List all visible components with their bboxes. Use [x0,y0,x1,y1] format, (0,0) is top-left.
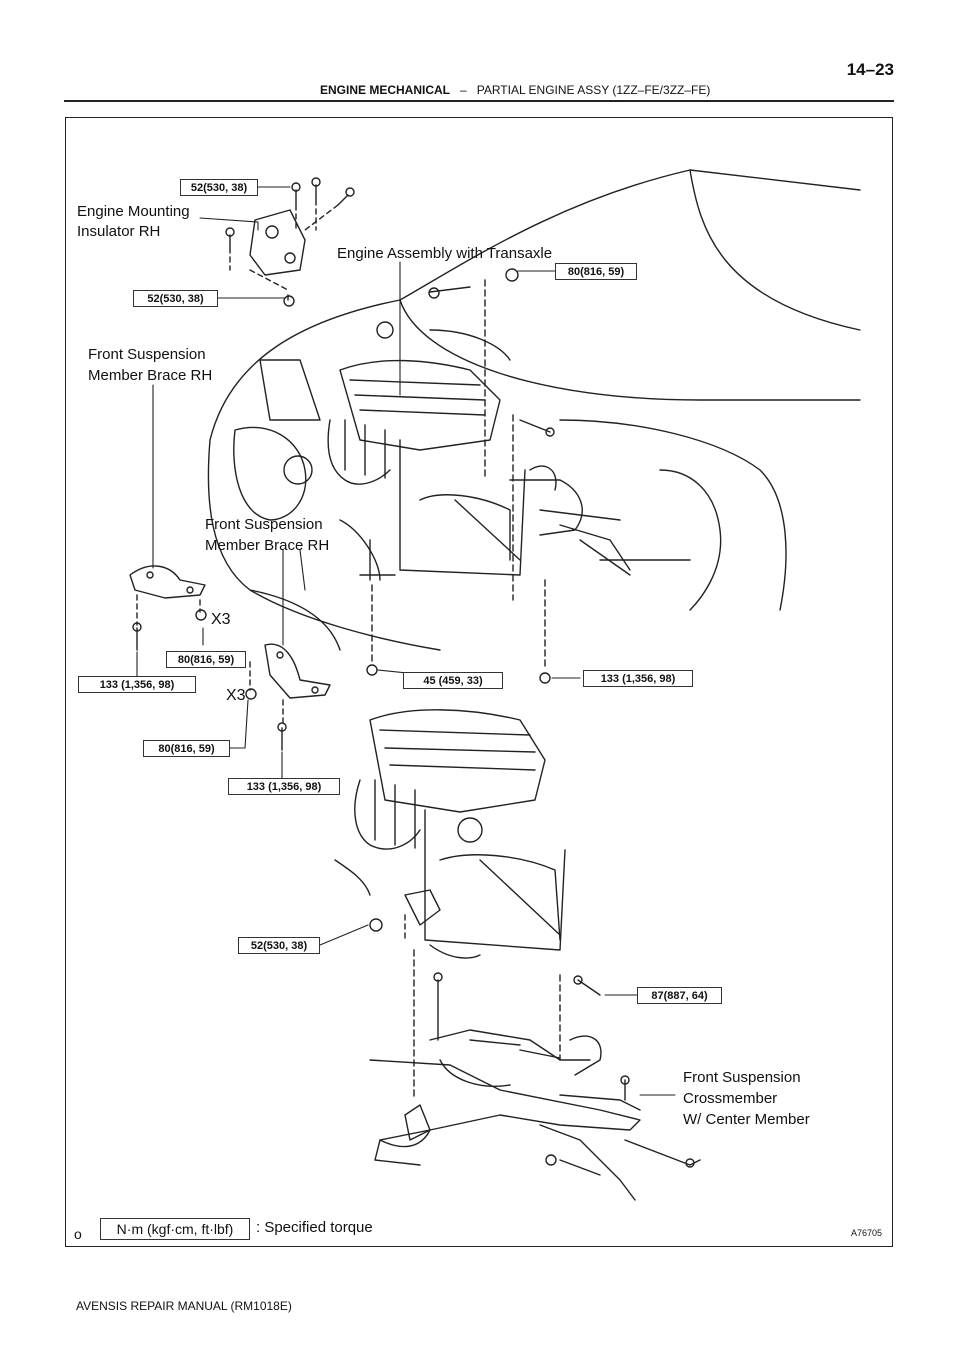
torque-box: 52(530, 38) [133,290,218,307]
legend-mark: o [74,1226,82,1242]
torque-box: 133 (1,356, 98) [583,670,693,687]
vehicle-body [208,170,860,650]
label-crossmember-line2: Crossmember [683,1090,778,1107]
torque-box: 80(816, 59) [143,740,230,757]
label-brace-2-line1: Front Suspension [205,516,323,533]
figure-id: A76705 [851,1228,883,1238]
torque-box: 133 (1,356, 98) [228,778,340,795]
label-insulator-rh: Insulator RH [77,223,161,240]
torque-box: 80(816, 59) [166,651,246,668]
member-brace-1 [130,566,206,650]
engine-assembly-top [328,361,630,580]
label-engine-assembly: Engine Assembly with Transaxle [337,245,553,262]
torque-box: 52(530, 38) [180,179,258,196]
header-separator: – [460,83,467,97]
torque-box: 45 (459, 33) [403,672,503,689]
label-crossmember-line1: Front Suspension [683,1069,801,1086]
torque-box: 80(816, 59) [555,263,637,280]
torque-box: 52(530, 38) [238,937,320,954]
torque-box: 133 (1,356, 98) [78,676,196,693]
label-brace-1-line1: Front Suspension [88,346,206,363]
leader-lines [137,187,675,1095]
footer-text: AVENSIS REPAIR MANUAL (RM1018E) [76,1299,292,1313]
quantity-x3-brace-1: X3 [211,611,231,628]
label-crossmember-line3: W/ Center Member [683,1111,810,1128]
section-title: ENGINE MECHANICAL [320,83,451,97]
member-brace-2 [246,644,330,750]
page-number: 14–23 [846,60,894,79]
engine-assembly-lower [335,710,565,958]
legend-text: : Specified torque [256,1219,373,1236]
torque-box: 87(887, 64) [637,987,722,1004]
quantity-x3-brace-2: X3 [226,687,246,704]
label-engine-mounting: Engine Mounting [77,203,190,220]
legend-unit-box: N·m (kgf·cm, ft·lbf) [100,1218,250,1240]
label-brace-2-line2: Member Brace RH [205,537,330,554]
label-brace-1-line2: Member Brace RH [88,367,213,384]
subsection-title: PARTIAL ENGINE ASSY (1ZZ–FE/3ZZ–FE) [476,83,711,97]
